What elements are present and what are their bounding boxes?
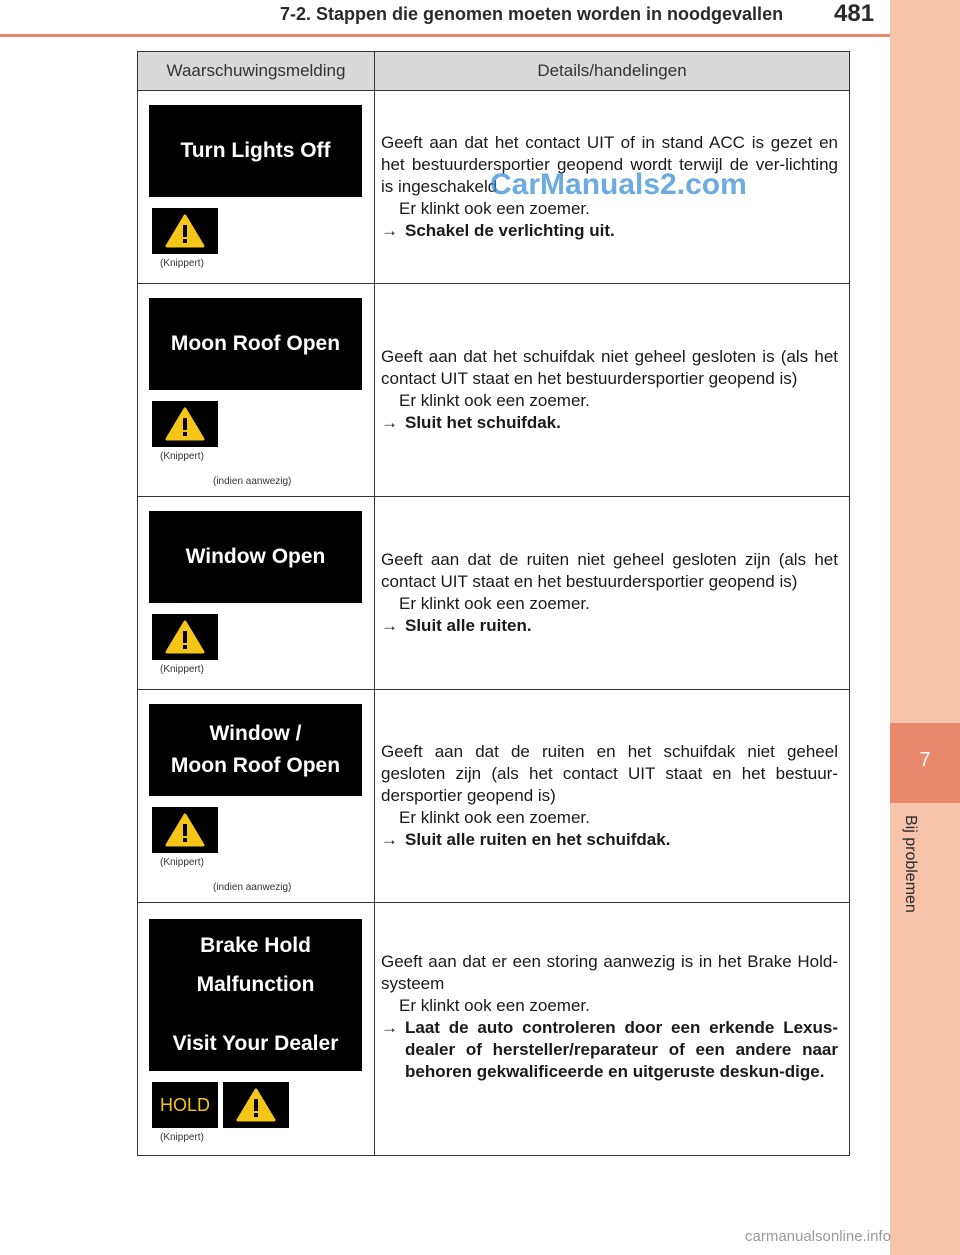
blink-note: (Knippert) — [160, 451, 204, 462]
warning-triangle-icon — [223, 1082, 289, 1128]
buzzer-note: Er klinkt ook een zoemer. — [399, 199, 590, 218]
side-tab-top — [890, 0, 960, 723]
message-cell — [138, 690, 375, 902]
buzzer-note: Er klinkt ook een zoemer. — [399, 808, 590, 827]
message-cell — [138, 284, 375, 496]
table-row — [138, 690, 849, 903]
action-text: Schakel de verlichting uit. — [405, 221, 615, 240]
description: Geeft aan dat de ruiten niet geheel gesloten zijn (als het contact UIT staat en het bestuurdersportier geopend is) — [381, 550, 838, 591]
message-cell — [138, 903, 375, 1155]
description: Geeft aan dat er een storing aanwezig is in het Brake Hold-systeem — [381, 952, 838, 993]
action-text: Laat de auto controleren door een erkende Lexus-dealer of hersteller/reparateur of een andere naar behoren gekwalificeerde en uitgeruste deskun-dige. — [405, 1018, 838, 1081]
message-cell — [138, 497, 375, 689]
table-row — [138, 903, 849, 1155]
table-row — [138, 497, 849, 690]
warning-table — [137, 51, 850, 1156]
blink-note: (Knippert) — [160, 1132, 204, 1143]
description: Geeft aan dat het schuifdak niet geheel gesloten is (als het contact UIT staat en het bestuurdersportier geopend is) — [381, 347, 838, 388]
screen-text — [149, 1013, 362, 1017]
message-cell — [138, 91, 375, 283]
chapter-label: Bij problemen — [902, 815, 919, 913]
warning-triangle-icon — [152, 614, 218, 660]
arrow-icon: → — [381, 221, 398, 240]
arrow-icon: → — [381, 1018, 398, 1037]
description: Geeft aan dat de ruiten en het schuifdak niet geheel gesloten zijn (als het contact UIT staat en het bestuur-dersportier geopend is) — [381, 742, 838, 805]
blink-note: (Knippert) — [160, 857, 204, 868]
blink-note: (Knippert) — [160, 258, 204, 269]
warning-triangle-icon — [152, 807, 218, 853]
action — [381, 220, 838, 242]
footer-watermark: carmanualsonline.info — [745, 1228, 891, 1245]
chapter-number: 7 — [919, 749, 931, 771]
optional-note: (indien aanwezig) — [213, 882, 292, 893]
details-cell — [375, 690, 849, 902]
display-screen — [149, 298, 362, 390]
blink-note: (Knippert) — [160, 664, 204, 675]
chapter-tab[interactable] — [890, 723, 960, 803]
display-screen — [149, 105, 362, 197]
screen-text: Malfunction — [196, 973, 315, 997]
screen-text: Window Open — [185, 545, 326, 568]
screen-text: Brake Hold — [200, 934, 311, 958]
buzzer-note: Er klinkt ook een zoemer. — [399, 391, 590, 410]
screen-text: Moon Roof Open — [170, 332, 341, 355]
column-header-message: Waarschuwingsmelding — [138, 52, 375, 90]
arrow-icon: → — [381, 413, 398, 432]
description: Geeft aan dat het contact UIT of in stand ACC is gezet en het bestuurdersportier geopend wordt terwijl de ver-lichting is ingeschakeld — [381, 133, 838, 196]
warning-triangle-icon — [152, 401, 218, 447]
section-title: 7-2. Stappen die genomen moeten worden in noodgevallen — [280, 4, 784, 24]
table-header — [138, 52, 849, 91]
optional-note: (indien aanwezig) — [213, 476, 292, 487]
display-screen — [149, 511, 362, 603]
arrow-icon: → — [381, 830, 398, 849]
action — [381, 615, 838, 637]
action-text: Sluit het schuifdak. — [405, 413, 561, 432]
display-screen — [149, 704, 362, 796]
details-cell — [375, 903, 849, 1155]
action-text: Sluit alle ruiten. — [405, 616, 532, 635]
action — [381, 412, 838, 434]
brake-hold-icon — [152, 1082, 218, 1128]
page-number: 481 — [834, 0, 875, 27]
buzzer-note: Er klinkt ook een zoemer. — [399, 594, 590, 613]
hold-label: HOLD — [159, 1094, 210, 1115]
buzzer-note: Er klinkt ook een zoemer. — [399, 996, 590, 1015]
screen-text: Window / — [209, 722, 302, 745]
action-text: Sluit alle ruiten en het schuifdak. — [405, 830, 671, 849]
display-screen — [149, 919, 362, 1071]
details-cell — [375, 284, 849, 496]
details-cell — [375, 497, 849, 689]
arrow-icon: → — [381, 616, 398, 635]
column-header-details: Details/handelingen — [537, 61, 687, 80]
header-rule — [0, 34, 890, 37]
screen-text: Moon Roof Open — [170, 754, 341, 777]
action — [381, 829, 838, 851]
screen-text: Turn Lights Off — [180, 139, 331, 162]
watermark: CarManuals2.com — [490, 168, 747, 201]
table-row — [138, 284, 849, 497]
screen-text: Visit Your Dealer — [172, 1031, 339, 1055]
action — [381, 1017, 838, 1083]
warning-triangle-icon — [152, 208, 218, 254]
